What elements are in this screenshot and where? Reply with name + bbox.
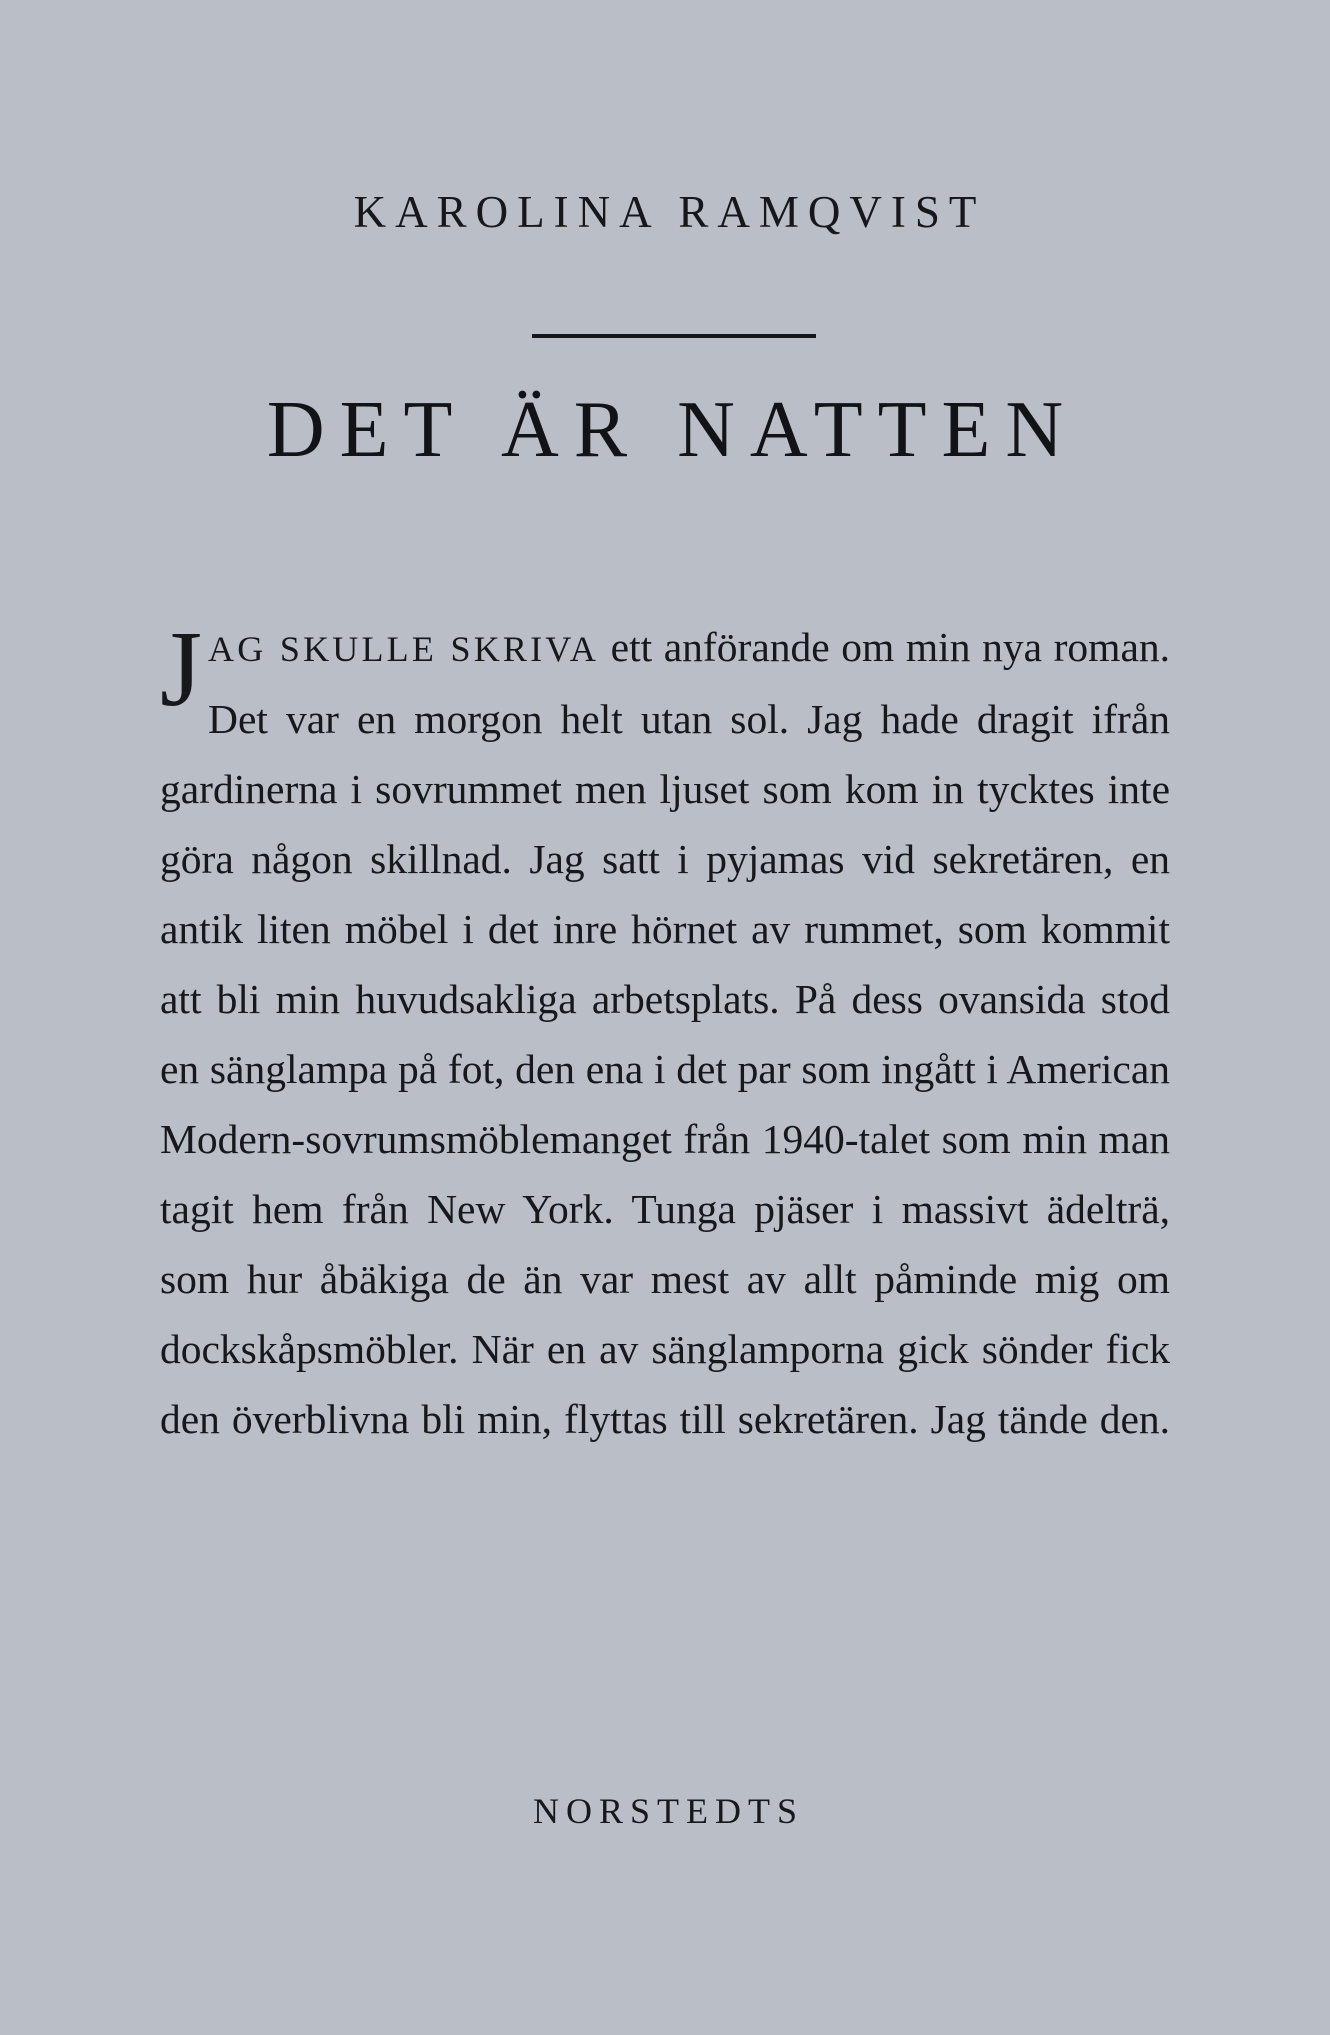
book-title: DET ÄR NATTEN [266,386,1079,474]
drop-cap-letter: J [160,610,203,729]
excerpt-opening-smallcaps: AG SKULLE SKRIVA [208,629,600,669]
excerpt-paragraph [160,612,1170,1454]
excerpt-body: ett anförande om min nya roman. Det var en morgon helt utan sol. Jag hade dragit ifrån gardinerna i sovrummet men ljuset som kom in tycktes inte göra någon skillnad. Jag satt i pyjamas vid sekretären, en antik liten möbel i det inre hörnet av rummet, som kommit att bli min huvudsakliga arbetsplats. På dess ovansida stod en sänglampa på fot, den ena i det par som ingått i American Modern-sovrumsmöblemanget från 1940-talet som min man tagit hem från New York. Tunga pjäser i massivt ädelträ, som hur åbäkiga de än var mest av allt påminde mig om dockskåpsmöbler. När en av sänglamporna gick sönder fick den överblivna bli min, flyttas till sekretären. Jag tände den. [160,624,1170,1442]
publisher-name: NORSTEDTS [532,1791,805,1831]
author-name: KAROLINA RAMQVIST [353,187,986,237]
divider-rule [532,334,816,338]
